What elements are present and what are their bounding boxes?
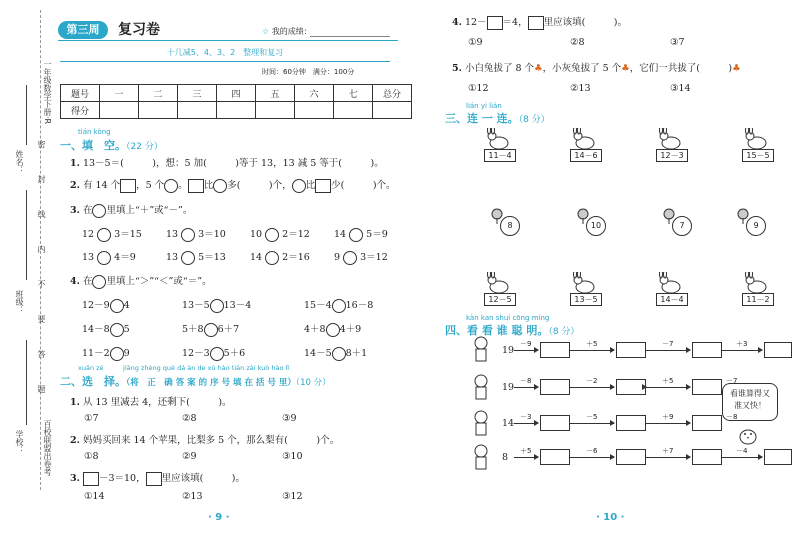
question-3: 3. 在 里填上“＋”或“－”。 [70,205,193,216]
sign-item: 13 3＝10 [166,229,226,240]
answer-circle[interactable] [326,323,340,337]
cut-char: 题 [37,385,46,393]
compare-item: 14－8 5 [82,324,130,335]
chain-op: －9 [520,340,532,348]
compare-item: 12－3 5＋6 [182,348,246,359]
chain-op: －8 [726,413,738,421]
chain-op: －5 [586,413,598,421]
answer-box[interactable] [692,342,722,358]
chain-op: －2 [586,377,598,385]
answer-circle[interactable] [97,251,111,265]
equation-box[interactable]: 11－4 [484,149,516,162]
answer-circle[interactable] [210,299,224,313]
page-number: · 10 · [596,512,625,523]
chain-op: －3 [520,413,532,421]
cut-char: 封 [37,175,46,183]
table-row-label: 得分 [61,102,100,119]
cut-char: 答 [37,350,46,358]
school-label: 学校： [15,430,24,454]
choice-1: 1. 从 13 里减去 4，还剩下( )。 [70,397,232,408]
option[interactable]: ①7 [84,413,99,424]
answer-circle[interactable] [265,228,279,242]
child-icon [470,336,492,362]
sign-item: 14 5＝9 [334,229,388,240]
option[interactable]: ③12 [282,491,303,502]
answer-circle[interactable] [97,228,111,242]
star-icon: ☆ [262,27,270,36]
cut-char: 不 [37,280,46,288]
option[interactable]: ①8 [84,451,99,462]
option[interactable]: ①9 [468,37,483,48]
square-icon [188,179,204,193]
week-badge: 第三周 [58,21,108,39]
flower-icon [490,208,520,238]
name-field[interactable] [26,85,27,145]
option[interactable]: ②8 [570,37,585,48]
chain-op: －8 [520,377,532,385]
answer-box[interactable] [764,449,792,465]
square-icon [528,16,544,30]
chain-op: －6 [586,447,598,455]
answer-circle[interactable] [265,251,279,265]
square-icon [120,179,136,193]
chain-start: 14 [502,418,515,429]
option[interactable]: ③10 [282,451,303,462]
answer-circle[interactable] [110,299,124,313]
arrow-icon [646,387,690,388]
equation-box[interactable]: 11－2 [742,293,774,306]
equation-box[interactable]: 14－6 [570,149,602,162]
compare-item: 15－4 16－8 [304,300,374,311]
score-cell[interactable] [334,102,373,119]
compare-item: 11－2 9 [82,348,130,359]
circle-icon [292,179,306,193]
table-header: 总分 [373,85,412,102]
chain-op: ＋5 [662,377,674,385]
answer-circle[interactable] [110,323,124,337]
table-header: 一 [100,85,139,102]
answer-circle[interactable] [210,347,224,361]
score-cell[interactable] [100,102,139,119]
score-cell[interactable] [373,102,412,119]
chain-op: ＋7 [662,447,674,455]
choice-2: 2. 妈妈买回来 14 个苹果，比梨多 5 个，那么梨有( )个。 [70,435,340,446]
book-label: 一年级数学下册·R [43,60,52,125]
answer-circle[interactable] [181,228,195,242]
chain-op: ＋3 [736,340,748,348]
child-icon [470,374,492,400]
answer-box[interactable] [616,342,646,358]
compare-item: 14－5 8＋1 [304,348,368,359]
answer-circle[interactable] [349,228,363,242]
chain-start: 8 [502,452,509,463]
flower-icon [576,208,606,238]
section-pinyin: kàn kan shuí cōng míng [466,314,550,322]
class-field[interactable] [26,190,27,280]
speech-bubble: 看谁算得又 准又快！ [722,383,778,421]
compare-item: 4＋8 4＋9 [304,324,362,335]
equation-box[interactable]: 12－5 [484,293,516,306]
circle-icon [92,275,106,289]
sign-item: 9 3＝12 [334,252,388,263]
binding-sidebar [0,0,52,535]
table-header: 七 [334,85,373,102]
choice-4: 4. 12－ ＝4， 里应该填( )。 [452,17,628,28]
carrot-icon: ♣ [534,63,543,74]
flower-icon [736,208,766,238]
answer-box[interactable] [540,415,570,431]
table-header: 题号 [61,85,100,102]
option[interactable]: ③9 [282,413,297,424]
child-icon [470,444,492,470]
answer-circle[interactable] [110,347,124,361]
equation-box[interactable]: 13－5 [570,293,602,306]
option[interactable]: ①14 [84,491,105,502]
answer-box[interactable] [540,342,570,358]
chain-op: －7 [662,340,674,348]
answer-box[interactable] [692,449,722,465]
answer-number[interactable]: 8 [500,216,520,236]
option[interactable]: ①12 [468,83,489,94]
arrow-icon [722,350,762,351]
question-1: 1. 13－5＝( )，想：5 加( )等于 13，13 减 5 等于( )。 [70,158,384,169]
option[interactable]: ②9 [182,451,197,462]
answer-circle[interactable] [332,299,346,313]
option[interactable]: ②8 [182,413,197,424]
equation-box[interactable]: 15－5 [742,149,774,162]
score-cell[interactable] [256,102,295,119]
section-title: 三、连 一 连。（8 分） [445,112,550,125]
bird-icon [736,424,760,446]
answer-box[interactable] [692,415,722,431]
answer-box[interactable] [540,449,570,465]
table-header: 三 [178,85,217,102]
answer-number[interactable]: 9 [746,216,766,236]
arrow-icon [570,387,614,388]
section-pinyin: tián kòng [78,128,111,136]
time-info: 时间：60分钟 满分：100分 [262,68,355,76]
circle-icon [213,179,227,193]
option[interactable]: ②13 [182,491,203,502]
score-cell[interactable] [295,102,334,119]
cut-char: 要 [37,315,46,323]
cut-char: 内 [37,245,46,253]
section-title: 一、填 空。（22 分） [60,139,163,152]
arrow-icon [570,350,614,351]
answer-box[interactable] [616,415,646,431]
header-line [58,40,398,41]
chain-op: －4 [736,447,748,455]
arrow-icon [514,350,538,351]
topic-banner: 十几减5、4、3、2 整理和复习 [60,47,390,62]
arrow-icon [514,423,538,424]
arrow-icon [514,457,538,458]
circle-icon [92,204,106,218]
chain-op: ＋9 [662,413,674,421]
section-title: 四、看 看 谁 聪 明。（8 分） [445,324,580,337]
child-icon [470,410,492,436]
arrow-icon [722,457,762,458]
name-label: 姓名： [15,150,24,174]
flower-icon [662,208,692,238]
section-pinyin: lián yi lián [466,102,502,110]
page-title: 复习卷 [118,22,160,38]
score-cell[interactable] [139,102,178,119]
arrow-icon [514,387,538,388]
equation-box[interactable]: 12－3 [656,149,688,162]
score-field[interactable] [310,36,390,37]
arrow-icon [570,457,614,458]
chain-op: ＋5 [586,340,598,348]
arrow-icon [570,423,614,424]
compare-item: 5＋8 6＋7 [182,324,240,335]
answer-number[interactable]: 7 [672,216,692,236]
carrot-icon: ♣ [732,63,741,74]
chain-start: 19 [502,382,515,393]
sign-item: 13 5＝13 [166,252,226,263]
page-number: · 9 · [208,512,230,523]
section-pinyin: xuǎn zé jiāng zhèng què dá àn de xù hào tián zài kuò hào lǐ [78,364,290,372]
class-label: 班级： [15,290,24,314]
answer-box[interactable] [764,342,792,358]
cut-char: 线 [37,210,46,218]
square-icon [487,16,503,30]
score-table [60,84,412,119]
option[interactable]: ③14 [670,83,691,94]
school-field[interactable] [26,340,27,425]
score-label: ☆ 我的成绩： [262,27,312,36]
choice-5: 5. 小白兔拔了 8 个♣，小灰兔拔了 5 个♣，它们一共拔了( )♣ [452,63,741,74]
chain-start: 19 [502,345,515,356]
section-title: 二、选 择。（将 正 确 答 案 的 序 号 填 在 括 号 里）（10 分） [60,375,331,388]
score-cell[interactable] [217,102,256,119]
table-header: 六 [295,85,334,102]
answer-box[interactable] [616,449,646,465]
square-icon [146,472,162,486]
answer-number[interactable]: 10 [586,216,606,236]
table-header: 二 [139,85,178,102]
carrot-icon: ♣ [621,63,630,74]
square-icon [315,179,331,193]
choice-3: 3. －3＝10， 里应该填( )。 [70,473,246,484]
chain-op: －7 [726,377,738,385]
answer-circle[interactable] [343,251,357,265]
arrow-icon [646,423,690,424]
answer-box[interactable] [540,379,570,395]
answer-circle[interactable] [204,323,218,337]
table-header: 四 [217,85,256,102]
score-cell[interactable] [178,102,217,119]
question-2: 2. 有 14 个 ，5 个 。 比 多( )个， 比 少( )个。 [70,180,396,191]
sign-item: 12 3＝15 [82,229,142,240]
cut-char: 密 [37,140,46,148]
copyright-label: 百校联盟出卷考 [43,420,52,476]
sign-item: 10 2＝12 [250,229,310,240]
arrow-icon [646,350,690,351]
option[interactable]: ②13 [570,83,591,94]
table-header: 五 [256,85,295,102]
question-4: 4. 在 里填上“＞”“＜”或“＝”。 [70,276,212,287]
circle-icon [164,179,178,193]
square-icon [83,472,99,486]
sign-item: 13 4＝9 [82,252,136,263]
compare-item: 12－9 4 [82,300,130,311]
chain-op: ＋5 [520,447,532,455]
sign-item: 14 2＝16 [250,252,310,263]
equation-box[interactable]: 14－4 [656,293,688,306]
answer-circle[interactable] [332,347,346,361]
compare-item: 13－5 13－4 [182,300,252,311]
option[interactable]: ③7 [670,37,685,48]
answer-box[interactable] [692,379,722,395]
answer-circle[interactable] [181,251,195,265]
arrow-icon [646,457,690,458]
